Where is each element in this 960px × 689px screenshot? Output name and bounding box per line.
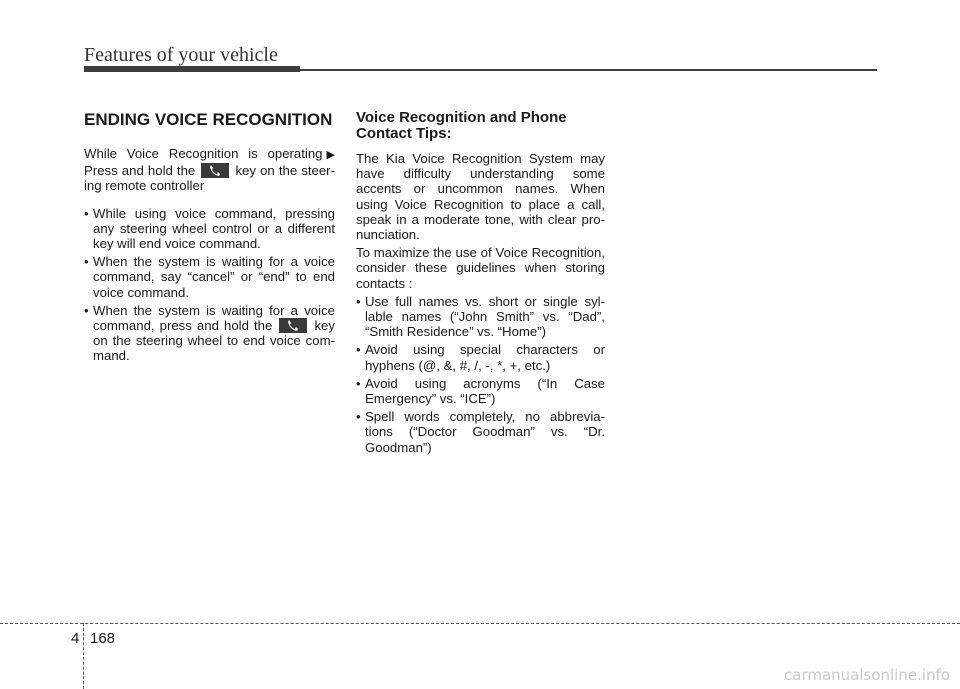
triangle-right-icon: ▶ [326, 149, 335, 161]
list-item: • While using voice command, pressing any steering wheel control or a different key will end voice command. [84, 205, 335, 252]
list-item: • Use full names vs. short or single syl-lable names (“John Smith” vs. “Dad”, “Smith Residence” vs. “Home”) [356, 293, 605, 340]
voice-talk-key-icon [279, 318, 307, 333]
tips-paragraph-2: To maximize the use of Voice Recognition, consider these guidelines when storing contacts : [356, 245, 605, 291]
footer-rule [0, 623, 960, 624]
intro-line-3: ing remote controller [84, 178, 205, 194]
contact-tips-list [356, 294, 605, 455]
right-column [356, 110, 605, 458]
intro-line-1: While Voice Recognition is operating ▶ [84, 146, 335, 163]
watermark: carmanualsonline.info [784, 666, 950, 684]
page-header-title: Features of your vehicle [84, 44, 278, 66]
header-rule-thin [300, 69, 877, 71]
section-heading-phone-contact-tips: Voice Recognition and Phone Contact Tips: [356, 109, 567, 142]
list-item: • Avoid using special characters or hyphens (@, &, #, /, -, *, +, etc.) [356, 342, 605, 373]
ending-tips-list [84, 206, 335, 364]
list-item: • Avoid using acronyms (“In Case Emergency” vs. “ICE”) [356, 375, 605, 407]
page-number: 168 [90, 630, 116, 647]
header-rule-thick [84, 66, 300, 72]
chapter-number: 4 [71, 630, 80, 647]
voice-talk-key-icon [201, 163, 229, 178]
left-column [84, 110, 335, 367]
section-heading-ending-voice-recognition: ENDING VOICE RECOGNITION [84, 110, 333, 129]
list-item: • When the system is waiting for a voice command, say “cancel” or “end” to end voice command. [84, 254, 335, 300]
intro-line-2: Press and hold the key on the steer- [84, 163, 335, 179]
list-item: • Spell words completely, no abbrevia-tions (“Doctor Goodman” vs. “Dr. Goodman”) [356, 409, 605, 455]
list-item: • When the system is waiting for a voice command, press and hold the key on the steering wheel to end voice com-mand. [84, 302, 335, 364]
tips-paragraph-1: The Kia Voice Recognition System may have difficulty understanding some accents or uncommon names. When using Voice Recognition to place a call, speak in a moderate tone, with clear pro-nunciation. [356, 151, 605, 243]
footer-divider [83, 623, 84, 689]
